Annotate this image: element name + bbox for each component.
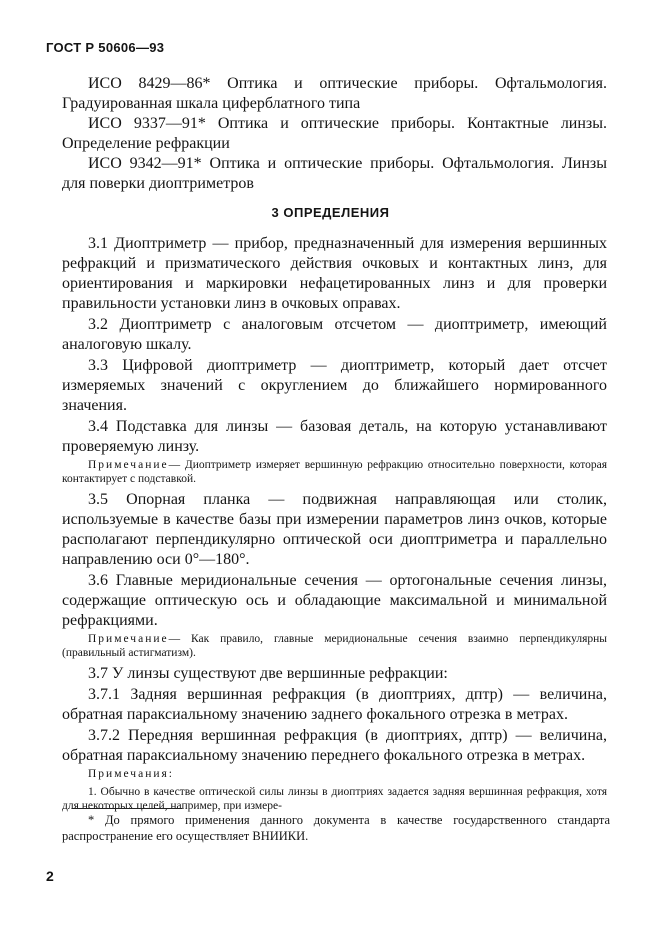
definition-3-5: 3.5 Опорная планка — подвижная направляющая или столик, используемые в качестве базы при измерении параметров линз очков, которые располагают перпендикулярно оптической оси диоптриметра и параллельно направлению оси 0°—180°. bbox=[62, 491, 607, 568]
note-1: 1. Обычно в качестве оптической силы линзы в диоптриях задается задняя вершинная рефракция, хотя для некоторых целей, например, при измере- bbox=[62, 786, 607, 812]
definition-3-7-2: 3.7.2 Передняя вершинная рефракция (в диоптриях, дптр) — величина, обратная параксиальному значению переднего фокального отрезка в метрах. bbox=[62, 727, 607, 764]
definition-3-2: 3.2 Диоптриметр с аналоговым отсчетом — диоптриметр, имеющий аналоговую шкалу. bbox=[62, 316, 607, 353]
definition-3-7-1: 3.7.1 Задняя вершинная рефракция (в диоптриях, дптр) — величина, обратная параксиальному значению заднего фокального отрезка в метрах. bbox=[62, 686, 607, 723]
reference-iso-9337: ИСО 9337—91* Оптика и оптические приборы. Контактные линзы. Определение рефракции bbox=[62, 115, 607, 152]
definition-3-4: 3.4 Подставка для линзы — базовая деталь, на которую устанавливают проверяемую линзу. bbox=[62, 418, 607, 455]
definition-3-7: 3.7 У линзы существуют две вершинные рефракции: bbox=[88, 665, 448, 682]
page-number: 2 bbox=[46, 868, 54, 884]
definition-3-6: 3.6 Главные меридиональные сечения — ортогональные сечения линзы, содержащие оптическую ось и обладающие максимальной и минимальной рефракциями. bbox=[62, 572, 607, 629]
definition-3-3: 3.3 Цифровой диоптриметр — диоптриметр, который дает отсчет измеряемых значений с округлением до ближайшего нормированного значения. bbox=[62, 357, 607, 414]
reference-iso-9342: ИСО 9342—91* Оптика и оптические приборы. Офтальмология. Линзы для поверки диоптриметров bbox=[62, 155, 607, 192]
note-3-6: Примечание— Как правило, главные меридиональные сечения взаимно перпендикулярны (правильный астигматизм). bbox=[62, 633, 607, 659]
footnote: * До прямого применения данного документа в качестве государственного стандарта распространение его осуществляет ВНИИКИ. bbox=[62, 813, 610, 843]
reference-iso-8429: ИСО 8429—86* Оптика и оптические приборы. Офтальмология. Градуированная шкала циферблатного типа bbox=[62, 75, 607, 112]
note-label: Примечание bbox=[88, 459, 169, 471]
references-list bbox=[62, 74, 607, 194]
footnote-divider bbox=[72, 808, 182, 809]
standard-header: ГОСТ Р 50606—93 bbox=[46, 40, 165, 55]
note-label: Примечание bbox=[88, 633, 169, 645]
notes-heading: Примечания: bbox=[88, 768, 174, 780]
definitions-section bbox=[62, 234, 607, 817]
note-3-4: Примечание— Диоптриметр измеряет вершинную рефракцию относительно поверхности, которая контактирует с подставкой. bbox=[62, 459, 607, 485]
section-title: 3 ОПРЕДЕЛЕНИЯ bbox=[271, 205, 390, 220]
definition-3-1: 3.1 Диоптриметр — прибор, предназначенный для измерения вершинных рефракций и призматического действия очковых и контактных линз, для ориентирования и маркировки нефацетированных линз и для проверки правильности установки линз в очковых оправах. bbox=[62, 235, 607, 312]
